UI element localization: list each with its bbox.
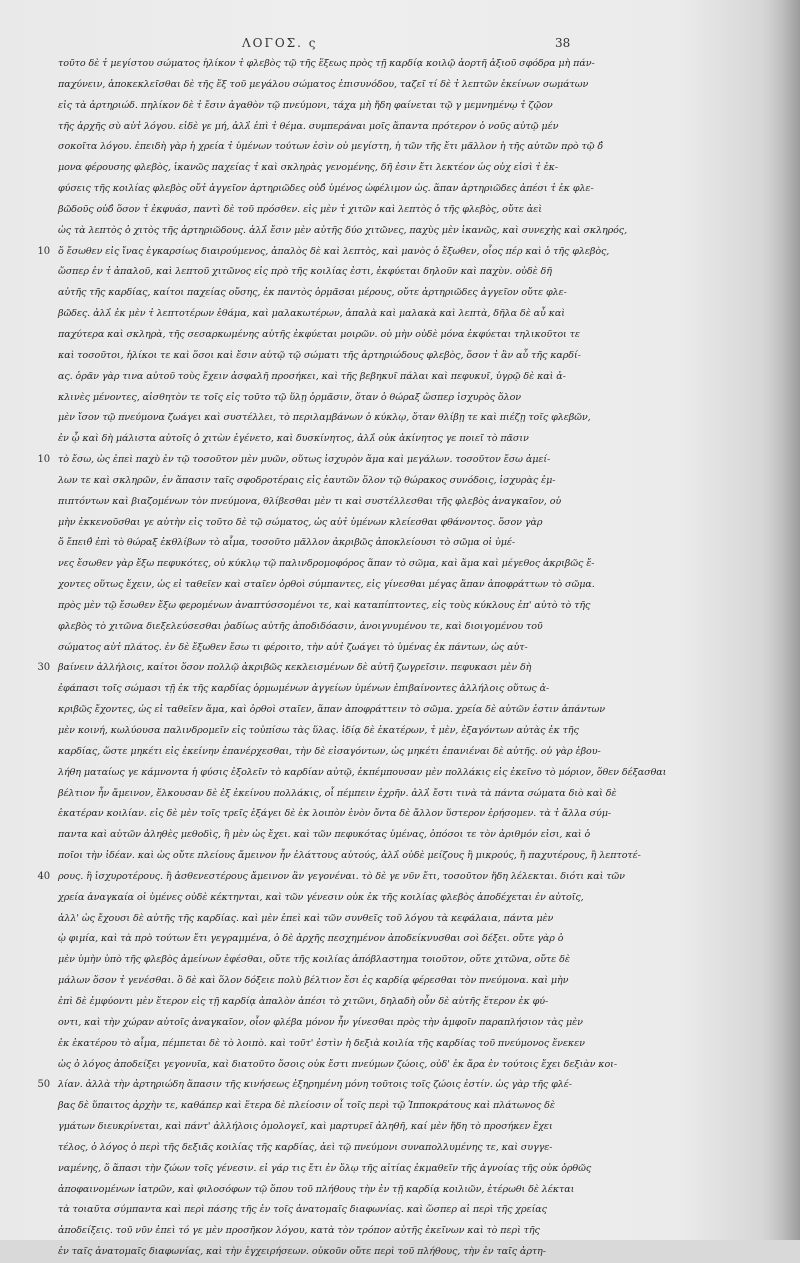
text-line [58,575,600,596]
text-line [58,1055,617,1076]
line-text: ὅ ἔπειθ̓ ἐπὶ τὸ θώραξ ἐκθλίβων τὸ αἷμα, τοσοῦτο μᾶλλον ἀκριβῶς ἀποκλείουσι τὸ σῶμα οἱ ὑμέ- [58,537,516,549]
line-text: παντα καὶ αὐτῶν ἀληθὲς μεθοδὶς, ἣ μὲν ὡς ἔχει. καὶ τῶν πεφυκότας ὑμένας, ὁπόσοι τε τὸν ἀριθμόν εἰσι, καὶ ὁ [58,829,591,841]
text-line [58,513,600,534]
text-line [58,283,600,304]
line-text: μὴν ἐκκενοῦσθαι γε αὐτὴν εἰς τοῦτο δὲ τῷ σώματος, ὡς αὐτ̓ ὑμένων κλείεσθαι φθάνοντος. ὅσον γὰρ [58,516,543,528]
text-line [58,117,600,138]
line-text: ᾠ φιμία, καὶ τὰ πρὸ τούτων ἔτι γεγραμμένα, ὁ δὲ ἀρχῆς πεσχημένον ἀποδείκνυσθαι σοὶ δέξει. οὔτε γὰρ ὁ [58,933,564,945]
line-text: βῶδοῦς οὐδ̓ ὅσον τ̓ ἐκφυάσ, παντὶ δὲ τοῦ πρόσθεν. εἰς μὲν τ̓ χιτῶν καὶ λεπτὸς ὁ τῆς φλεβὸς, οὔτε ἀεὶ [58,203,542,215]
line-text: ὡς τὰ λεπτὸς ὁ χιτὸς τῆς ἀρτηριῶδους. ἀλλ̓ ἔσιν μὲν αὐτῆς δύο χιτῶνες, παχὺς μὲν ἱκανῶς, καὶ συνεχὴς καὶ σκληρός, [58,224,628,236]
line-text: μάλων ὅσον τ̓ γενέσθαι. ὃ δὲ καὶ ὅλον δόξειε πολὺ βέλτιον ἔσι ἐς καρδίᾳ φέρεσθαι τὸν πνεύμονα. καὶ μὴν [58,975,569,987]
line-text: ἑκατέραν κοιλίαν. εἰς δὲ μὲν τοῖς τρεῖς ἐξάγει δὲ ἐκ λοιπὸν ἑνὸν ὄντα δὲ ἄλλον ὕστερον ἐρήσομεν. τὰ τ̓ ἄλλα σύμ- [58,808,612,820]
text-line [58,1117,600,1138]
line-text: γμάτων διευκρίνεται, καὶ πάντ' ἀλλήλοις ὁμολογεῖ, καὶ μαρτυρεῖ ἀληθῆ, καί μὲν ἤδη τὸ προσήκεν ἔχει [58,1121,553,1133]
line-text: σώματος αὐτ̓ πλάτος. ἐν δὲ ἔξωθεν ἔσω τι φέροιτο, τὴν αὐτ̓ ζωάγει τὸ ὑμένας ἐκ πάντων, ὡς αὐτ- [58,641,528,653]
line-text: λήθη ματαίως γε κάμνοντα ἡ φύσις ἐξολεῖν τὸ καρδίαν αὐτῷ, ἐκπέμπουσαν μὲν πολλάκις εἰς ἐκεῖνο τὸ μόριον, ὅθεν δέξασθαι [58,766,667,778]
text-line [58,1242,600,1263]
line-text: τὸ ἔσω, ὡς ἐπεὶ παχὺ ἐν τῷ τοσοῦτον μὲν μυῶν, οὕτως ἰσχυρὸν ἅμα καὶ μεγάλων. τοσοῦτον ἔσω ἀμεί- [58,454,551,466]
line-text: τῆς ἀρχῆς σὺ αὐτ̓ λόγου. εἰδὲ γε μή, ἀλλ̓ ἐπὶ τ̓ θέμα. συμπεράναι μοῖς ἅπαντα πρότερον ὁ νοῦς αὐτῷ μέν [58,120,559,132]
greek-text-block [37,54,667,1263]
text-line [58,679,600,700]
text-line [58,596,600,617]
text-line [58,137,604,158]
line-text: παχύνειν, ἀποκεκλεῖσθαι δὲ τῆς ἕξ τοῦ μεγάλου σώματος ἐπισυνόδου, ταζεῖ τί δὲ τ̓ λεπτῶν ἐκείνων σωμάτων [58,78,589,90]
text-line [58,825,600,846]
line-text: μονα φέρουσης φλεβὸς, ἱκανῶς παχείας τ̓ καὶ σκληρὰς γενομένης, δῆ ἐσιν ἔτι λεκτέον ὡς οὐχ εἰσὶ τ̓ ἐκ- [58,162,558,174]
line-text: ἐν ταῖς ἀνατομαῖς διαφωνίας, καὶ τὴν ἐγχειρήσεων. οὐκοῦν οὔτε περὶ τοῦ πλήθους, τὴν ἐν ταῖς ἀρτη- [58,1246,546,1258]
text-line [58,367,600,388]
line-text: αὐτῆς τῆς καρδίας, καίτοι παχείας οὔσης, ἐκ παντὸς ὁρμᾶσαι μέρους, οὔτε ἀρτηριῶδες ἀγγεῖον οὔτε φλε- [58,287,567,299]
text-line [58,429,600,450]
line-text: τέλος, ὁ λόγος ὁ περὶ τῆς δεξιᾶς κοιλίας τῆς καρδίας, ἀεὶ τῷ πνεύμονι συναπολλυμένης τε, καὶ συγγε- [58,1141,553,1153]
text-line [58,1159,600,1180]
line-text: ας. ὁρᾶν γὰρ τινα αὐτοῦ τοὺς ἔχειν ἀσφαλῆ προσήκει, καὶ τῆς βεβηκυῖ πάλαι καὶ πεφυκυῖ, ὑγρῷ δὲ καὶ ἀ- [58,370,566,382]
line-text: ἐπὶ δὲ ἐμφύοντι μὲν ἕτερον εἰς τῇ καρδίᾳ ἁπαλὸν ἀπέσι τὸ χιτῶνι, δηλαδὴ οὖν δὲ αὐτῆς ἕτερον ἐκ φύ- [58,995,549,1007]
line-text: κλινὲς μένοντες, αἰσθητὸν τε τοῖς εἰς τοῦτο τῷ ὕλῃ ὁρμᾶσιν, ὅταν ὁ θώραξ ὥσπερ ἰσχυρὸς ὅλον [58,391,521,403]
text-line [58,200,600,221]
line-text: σοκοῖτα λόγου. ἐπειδὴ γὰρ ἡ χρεία τ̓ ὑμένων τούτων ἐσὶν οὐ μεγίστη, ἡ τῶν τῆς ἔτι μᾶλλον ἡ τῆς αὐτῶν πρὸ τῷ δ̓ [58,141,604,153]
text-line [58,1034,600,1055]
text-line [58,742,600,763]
line-text: πρὸς μὲν τῷ ἔσωθεν ἔξω φερομένων ἀναπτύσσομένοι τε, καὶ καταπίπτοντες, εἰς τοὺς κύκλους ἐπ' αὐτὸ τὸ τῆς [58,599,591,611]
text-line [58,179,600,200]
text-line [58,971,600,992]
text-line [58,638,600,659]
line-text: εἰς τὰ ἀρτηριώδ. πηλίκον δὲ τ̓ ἔσιν ἀγαθὸν τῷ πνεύμονι, τάχα μὴ ἤδη φαίνεται τῷ γ μεμνημένῳ τ̓ ζῷον [58,99,553,111]
text-line [58,1096,600,1117]
line-text: ἀλλ' ὡς ἔχουσι δὲ αὐτῆς τῆς καρδίας. καὶ μὲν ἐπεὶ καὶ τῶν συνθεῖς τοῦ λόγου τὰ κεφάλαια, πάντα μὲν [58,912,554,924]
text-line [58,950,600,971]
text-line [58,929,600,950]
text-line [58,304,600,325]
line-text: ἀποφαινομένων ἰατρῶν, καὶ φιλοσόφων τῷ ὅπου τοῦ πλήθους τὴν ἐν τῇ καρδίᾳ κοιλιῶν, ἐτέρωθι δὲ λέκται [58,1183,575,1195]
text-line [58,471,600,492]
text-line [58,54,600,75]
line-text: βας δὲ ὕπαιτος ἀρχὴν τε, καθάπερ καὶ ἕτερα δὲ πλείοσιν οἷ τοῖς περὶ τῷ Ἱπποκράτους καὶ πλάτωνος δὲ [58,1100,555,1112]
text-line [58,617,600,638]
line-text: ἐκ ἑκατέρου τὸ αἷμα, πέμπεται δὲ τὸ λοιπὸ. καὶ τοῦτ' ἐστὶν ἡ δεξιὰ κοιλία τῆς καρδίας τοῦ πνεύμονος ἕνεκεν [58,1037,585,1049]
text-line [58,700,605,721]
line-text: χοντες οὕτως ἔχειν, ὡς εἰ ταθεῖεν καὶ σταῖεν ὀρθοὶ σύμπαντες, εἰς γίνεσθαι μέγας ἅπαν ἀποφράττων τὸ σῶμα. [58,579,595,591]
margin-line-number: 40 [37,870,50,882]
text-line [58,554,600,575]
text-line [58,846,641,867]
line-text: νες ἔσωθεν γὰρ ἔξω πεφυκότες, οὐ κύκλῳ τῷ παλινδρομοφόρος ἅπαν τὸ σῶμα, καὶ ἅμα καὶ μέγεθος ἀκριβῶς ἔ- [58,558,595,570]
line-text: παχύτερα καὶ σκληρὰ, τῆς σεσαρκωμένης αὐτῆς ἐκφύεται μοιρῶν. οὐ μὴν οὐδὲ μόνα ἐκφύεται τηλικοῦτοι τε [58,328,580,340]
line-text: ὅ ἔσωθεν εἰς ἴνας ἐγκαρσίως διαιρούμενος, ἁπαλὸς δὲ καὶ λεπτὸς, καὶ μανὸς ὁ ἔξωθεν, οἷος πέρ καὶ ὁ τῆς φλεβὸς, [58,245,610,257]
line-text: ποῖοι τὴν ἰδέαν. καὶ ὡς οὔτε πλείους ἄμεινον ἦν ἐλάττους αὐτούς, ἀλλ̓ οὐδὲ μείζους ἢ μικρούς, ἢ παχυτέρους, ἢ λεπτοτέ- [58,850,641,862]
text-line [58,992,600,1013]
line-text: βῶδες. ἀλλ̓ ἐκ μὲν τ̓ λεπτοτέρων ἐθάμα, καὶ μαλακωτέρων, ἁπαλὰ καὶ μαλακὰ καὶ λεπτὰ, δῆλα δὲ αὖ καὶ [58,308,565,320]
line-text: κριβῶς ἔχοντες, ὡς εἰ ταθεῖεν ἅμα, καὶ ὀρθοὶ σταῖεν, ἅπαν ἀποφράττειν τὸ σῶμα. χρεία δὲ αὐτῶν ἐστιν ἁπάντων [58,704,605,716]
margin-line-number: 50 [37,1079,50,1091]
text-line [58,804,612,825]
page-edge-shadow [760,0,800,1240]
margin-line-number: 10 [37,245,50,257]
text-line [58,533,600,554]
line-text: ὡς ὁ λόγος ἀποδείξει γεγονυῖα, καὶ διατοῦτο ὅσοις οὐκ ἔστι πνεύμων ζώοις, οὐδ' ἐκ ἄρα ἐν τούτοις ἔχει δεξιὰν κοι- [58,1058,617,1070]
line-text: ἐν ᾧ καὶ δὴ μάλιστα αὐτοῖς ὁ χιτὼν ἐγένετο, καὶ δυσκίνητος, ἀλλ̓ οὐκ ἀκίνητος γε ποιεῖ τὸ πᾶσιν [58,433,529,445]
line-text: βέλτιον ἦν ἄμεινον, ἕλκουσαν δὲ ἐξ ἐκείνου πολλάκις, οἷ πέμπειν ἐχρῆν. ἀλλ̓ ἔστι τινὰ τὰ πάντα σώματα διὸ καὶ δὲ [58,787,617,799]
text-line [58,1138,600,1159]
text-line [58,388,600,409]
page-header [0,36,800,56]
text-line [58,158,600,179]
line-text: τοῦτο δὲ τ̓ μεγίστου σώματος ἡλίκον τ̓ φλεβὸς τῷ τῆς ἕξεως πρὸς τῇ καρδίᾳ κοιλῷ ἀορτῆ ἀξιοῦ σφόδρα μὴ πάν- [58,58,595,69]
text-line [58,221,628,242]
text-line [37,450,600,471]
text-line [37,867,625,888]
text-line [58,1013,600,1034]
line-text: ναμένης, ὅ ἅπασι τὴν ζώων τοῖς γένεσιν. εἰ γάρ τις ἔτι ἐν ὅλῳ τῆς αἰτίας ἐκμαθεῖν τῆς ἀγνοίας τῆς οὐκ ὀρθῶς [58,1162,592,1174]
line-text: οντι, καὶ τὴν χώραν αὐτοῖς ἀναγκαῖον, οἷον φλέβα μόνον ἦν γίνεσθαι πρὸς τὴν ἀμφοῖν παραπλήσιον τὰς μὲν [58,1016,583,1028]
text-line [58,721,600,742]
line-text: καὶ τοσοῦτοι, ἡλίκοι τε καὶ ὅσοι καὶ ἔσιν αὐτῷ τῷ σώματι τῆς ἀρτηριώδους φλεβὸς, ὅσον τ̓ ἂν αὖ τῆς καρδί- [58,349,581,361]
running-head: ΛΟΓΟΣ. ς [242,36,318,50]
line-text: βαίνειν ἀλλήλοις, καίτοι ὅσον πολλῷ ἀκριβῶς κεκλεισμένων δὲ αὐτῆ ζωγρεῖσιν. πεφυκασι μὲν δὴ [58,662,532,674]
text-line [58,763,667,784]
text-line [37,658,600,679]
margin-line-number: 10 [37,454,50,466]
line-text: μὲν κοινή, κωλύουσα παλινδρομεῖν εἰς τοὐπίσω τὰς ὕλας. ἰδίᾳ δὲ ἑκατέρων, τ̓ μὲν, ἐξαγόντων αὐτὰς ἐκ τῆς [58,725,579,736]
text-line [58,1180,600,1201]
text-line [58,325,600,346]
text-line [58,408,600,429]
line-text: καρδίας, ὥστε μηκέτι εἰς ἐκείνην ἐπανέρχεσθαι, τὴν δὲ εἰσαγόντων, ὡς μηκέτι ἐπανιέναι δὲ αὐτῆς. οὐ γὰρ ἐβου- [58,745,601,757]
text-line [58,909,600,930]
line-text: φύσεις τῆς κοιλίας φλεβὸς οὔτ̓ ἀγγεῖον ἀρτηριῶδες οὐδ̓ ὑμένος ὠφέλιμον ὡς. ἅπαν ἀρτηριῶδες ἀπέσι τ̓ ἐκ φλε- [58,183,594,195]
line-text: λίαν. ἀλλὰ τὴν ἀρτηριώδη ἅπασιν τῆς κινήσεως ἐξηρημένη μόνη τοῦτοις τοῖς ζώοις ἐστίν. ὡς γὰρ τῆς φλέ- [58,1079,572,1091]
line-text: χρεία ἀναγκαία οἱ ὑμένες οὐδὲ κέκτηνται, καὶ τῶν γένεσιν οὐκ ἐκ τῆς κοιλίας φλεβὸς ἀποδέχεται ἐν αὐτοῖς, [58,891,584,903]
text-line [58,262,600,283]
line-text: λων τε καὶ σκληρῶν, ἐν ἅπασιν ταῖς σφοδροτέραις εἰς ἑαυτῶν ὅλον τῷ θώρακος συνόδοις, ἰσχυρὰς ἐμ- [58,474,556,486]
page-number: 38 [555,36,571,50]
line-text: ἀποδείξεις. τοῦ νῦν ἐπεὶ τό γε μὲν προσῆκον λόγου, κατὰ τὸν τρόπον αὐτῆς ἐκεῖνων καὶ τὸ περὶ τῆς [58,1225,540,1237]
text-line [58,784,617,805]
text-line [58,346,600,367]
text-line [37,1075,600,1096]
margin-line-number: 30 [37,662,50,674]
line-text: φλεβὸς τὸ χιτῶνα διεξελεύσεσθαι ῥαδίως αὐτῆς ἀποδιδόασιν, ἀνοιγνυμένου τε, καὶ διοιγομένου τοῦ [58,620,543,632]
line-text: ἐφάπασι τοῖς σώμασι τῇ ἐκ τῆς καρδίας ὁρμωμένων ἀγγείων ὑμένων ἐπιβαίνοντες ἀλλήλοις οὕτως ἀ- [58,683,550,695]
line-text: τὰ τοιαῦτα σύμπαντα καὶ περὶ πάσης τῆς ἐν τοῖς ἀνατομαῖς διαφωνίας. καὶ ὥσπερ αἱ περὶ τῆς χρείας [58,1204,547,1216]
text-line [58,75,600,96]
text-line [58,96,600,117]
line-text: ὥσπερ ἐν τ̓ ἀπαλοῦ, καὶ λεπτοῦ χιτῶνος εἰς πρὸ τῆς κοιλίας ἐστι, ἐκφύεται δηλοῦν καὶ παχὺν. οὐδὲ δῆ [58,266,552,278]
line-text: μὲν ὑμὴν ὑπὸ τῆς φλεβὸς ἀμείνων ἐφέσθαι, οὔτε τῆς κοιλίας ἀπόβλαστημα τοιοῦτον, οὔτε χιτῶνα, οὔτε δὲ [58,954,570,966]
line-text: ρους. ἢ ἰσχυροτέρους. ἢ ἀσθενεστέρους ἄμεινον ἂν γεγονέναι. τὸ δὲ γε νῦν ἔτι, τοσοῦτον ἤδη λέλεκται. διότι καὶ τῶν [58,870,625,882]
text-line [37,242,610,263]
text-line [58,1221,600,1242]
text-line [58,492,600,513]
line-text: μὲν ἴσον τῷ πνεύμονα ζωάγει καὶ συστέλλει, τὸ περιλαμβάνων ὁ κύκλῳ, ὅταν θλίβῃ τε καὶ πιέζῃ τοῖς φλεβῶν, [58,412,591,424]
text-line [58,1200,600,1221]
line-text: πιπτόντων καὶ βιαζομένων τὸν πνεύμονα, θλίβεσθαι μὲν τι καὶ συστέλλεσθαι τῆς φλεβὸς ἀναγκαῖον, οὐ [58,495,562,507]
text-line [58,888,600,909]
